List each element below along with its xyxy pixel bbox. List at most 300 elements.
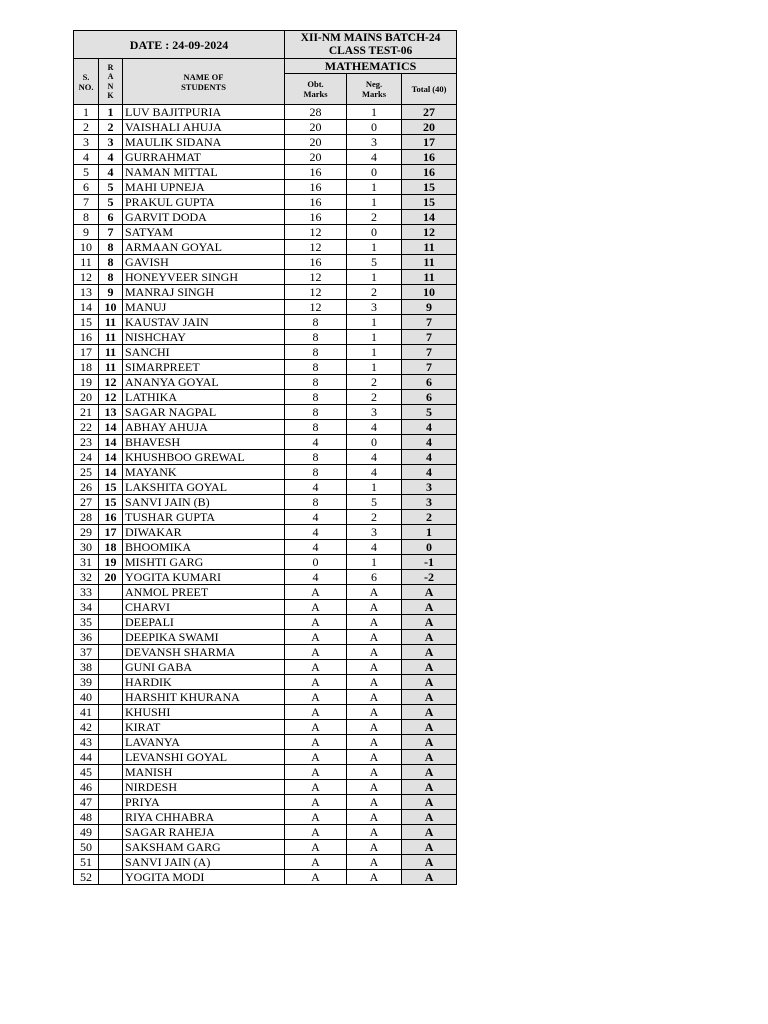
student-name-cell: MAHI UPNEJA <box>123 180 285 195</box>
rank-cell: 20 <box>99 570 123 585</box>
negative-marks-cell: A <box>347 810 402 825</box>
rank-cell: 14 <box>99 465 123 480</box>
serial-number-cell: 47 <box>74 795 99 810</box>
rank-cell: 19 <box>99 555 123 570</box>
negative-marks-cell: 1 <box>347 180 402 195</box>
serial-number-cell: 45 <box>74 765 99 780</box>
table-row <box>74 555 457 570</box>
negative-marks-cell: 3 <box>347 525 402 540</box>
negative-marks-cell: 0 <box>347 435 402 450</box>
student-name-cell: RIYA CHHABRA <box>123 810 285 825</box>
negative-marks-cell: 1 <box>347 345 402 360</box>
serial-number-cell: 33 <box>74 585 99 600</box>
table-row <box>74 300 457 315</box>
serial-number-cell: 32 <box>74 570 99 585</box>
table-row <box>74 720 457 735</box>
serial-number-cell: 49 <box>74 825 99 840</box>
name-header <box>123 59 285 105</box>
table-row <box>74 150 457 165</box>
obtained-marks-cell: 4 <box>285 480 347 495</box>
student-name-cell: KIRAT <box>123 720 285 735</box>
serial-number-cell: 52 <box>74 870 99 885</box>
table-row <box>74 510 457 525</box>
obtained-marks-cell: 20 <box>285 135 347 150</box>
rank-cell: 12 <box>99 375 123 390</box>
negative-marks-cell: A <box>347 720 402 735</box>
total-marks-cell: A <box>402 750 457 765</box>
student-name-cell: MANISH <box>123 765 285 780</box>
serial-number-cell: 20 <box>74 390 99 405</box>
rank-cell: 14 <box>99 435 123 450</box>
name-header-line1: NAME OF <box>183 71 224 82</box>
negative-marks-cell: 0 <box>347 165 402 180</box>
serial-number-cell: 12 <box>74 270 99 285</box>
total-marks-cell: A <box>402 780 457 795</box>
total-marks-cell: A <box>402 645 457 660</box>
obtained-marks-cell: A <box>285 720 347 735</box>
student-name-cell: HONEYVEER SINGH <box>123 270 285 285</box>
table-row <box>74 540 457 555</box>
total-marks-cell: A <box>402 660 457 675</box>
serial-number-cell: 4 <box>74 150 99 165</box>
student-name-cell: TUSHAR GUPTA <box>123 510 285 525</box>
table-row <box>74 225 457 240</box>
student-name-cell: NIRDESH <box>123 780 285 795</box>
serial-number-cell: 11 <box>74 255 99 270</box>
obtained-marks-cell: A <box>285 675 347 690</box>
total-marks-cell: A <box>402 705 457 720</box>
total-marks-cell: 6 <box>402 390 457 405</box>
rank-cell <box>99 810 123 825</box>
obtained-marks-cell: A <box>285 585 347 600</box>
negative-marks-cell: 1 <box>347 105 402 120</box>
total-marks-cell: 4 <box>402 465 457 480</box>
negative-marks-cell: A <box>347 855 402 870</box>
student-name-cell: SANVI JAIN (B) <box>123 495 285 510</box>
serial-number-cell: 24 <box>74 450 99 465</box>
rank-header-letter: A <box>107 72 114 82</box>
table-row <box>74 810 457 825</box>
rank-cell <box>99 855 123 870</box>
student-name-cell: ANANYA GOYAL <box>123 375 285 390</box>
negative-marks-cell: A <box>347 690 402 705</box>
obtained-marks-cell: 8 <box>285 330 347 345</box>
rank-cell <box>99 675 123 690</box>
rank-cell: 3 <box>99 135 123 150</box>
total-marks-cell: 12 <box>402 225 457 240</box>
student-name-cell: SAGAR RAHEJA <box>123 825 285 840</box>
table-row <box>74 750 457 765</box>
student-name-cell: HARDIK <box>123 675 285 690</box>
rank-cell: 14 <box>99 420 123 435</box>
rank-cell: 15 <box>99 480 123 495</box>
sno-header-line1: S. <box>82 71 90 82</box>
student-name-cell: DEVANSH SHARMA <box>123 645 285 660</box>
batch-title-line1: XII-NM MAINS BATCH-24 <box>300 31 441 44</box>
rank-cell <box>99 690 123 705</box>
obtained-marks-cell: 8 <box>285 345 347 360</box>
total-marks-cell: A <box>402 765 457 780</box>
rank-cell: 8 <box>99 270 123 285</box>
table-row <box>74 390 457 405</box>
negative-marks-cell: 1 <box>347 480 402 495</box>
total-marks-cell: 16 <box>402 150 457 165</box>
obtained-marks-cell: 12 <box>285 285 347 300</box>
total-marks-cell: 5 <box>402 405 457 420</box>
rank-header-letter: K <box>107 90 114 100</box>
rank-cell: 7 <box>99 225 123 240</box>
serial-number-cell: 51 <box>74 855 99 870</box>
total-header: Total (40) <box>402 74 457 105</box>
obt-header-line2: Marks <box>303 89 328 99</box>
negative-marks-cell: A <box>347 870 402 885</box>
table-row <box>74 735 457 750</box>
total-marks-cell: A <box>402 690 457 705</box>
negative-marks-cell: 4 <box>347 150 402 165</box>
serial-number-cell: 43 <box>74 735 99 750</box>
total-marks-cell: A <box>402 675 457 690</box>
total-marks-cell: 3 <box>402 480 457 495</box>
rank-cell: 2 <box>99 120 123 135</box>
table-row <box>74 765 457 780</box>
obtained-marks-cell: 20 <box>285 150 347 165</box>
obtained-marks-cell: A <box>285 600 347 615</box>
total-marks-cell: A <box>402 870 457 885</box>
total-marks-cell: 7 <box>402 315 457 330</box>
negative-marks-cell: A <box>347 585 402 600</box>
obtained-marks-cell: 8 <box>285 360 347 375</box>
student-name-cell: VAISHALI AHUJA <box>123 120 285 135</box>
negative-marks-cell: 1 <box>347 330 402 345</box>
rank-cell <box>99 825 123 840</box>
table-row <box>74 870 457 885</box>
serial-number-cell: 44 <box>74 750 99 765</box>
rank-cell: 13 <box>99 405 123 420</box>
student-name-cell: MISHTI GARG <box>123 555 285 570</box>
table-row <box>74 705 457 720</box>
student-name-cell: LUV BAJITPURIA <box>123 105 285 120</box>
obtained-marks-cell: 4 <box>285 435 347 450</box>
negative-marks-cell: A <box>347 765 402 780</box>
total-marks-cell: 4 <box>402 420 457 435</box>
student-name-cell: MAYANK <box>123 465 285 480</box>
serial-number-cell: 34 <box>74 600 99 615</box>
student-name-cell: MAULIK SIDANA <box>123 135 285 150</box>
serial-number-cell: 1 <box>74 105 99 120</box>
negative-marks-cell: 3 <box>347 135 402 150</box>
obtained-marks-cell: A <box>285 870 347 885</box>
serial-number-cell: 19 <box>74 375 99 390</box>
obtained-marks-cell: 4 <box>285 510 347 525</box>
table-row <box>74 570 457 585</box>
obtained-marks-cell: 16 <box>285 255 347 270</box>
total-marks-cell: -2 <box>402 570 457 585</box>
negative-marks-cell: 3 <box>347 300 402 315</box>
obtained-marks-cell: 12 <box>285 270 347 285</box>
table-row <box>74 465 457 480</box>
student-name-cell: SAGAR NAGPAL <box>123 405 285 420</box>
total-marks-cell: A <box>402 630 457 645</box>
serial-number-cell: 7 <box>74 195 99 210</box>
total-marks-cell: 11 <box>402 255 457 270</box>
rank-cell: 11 <box>99 315 123 330</box>
student-name-cell: SAKSHAM GARG <box>123 840 285 855</box>
serial-number-cell: 30 <box>74 540 99 555</box>
table-row <box>74 405 457 420</box>
obtained-marks-cell: A <box>285 780 347 795</box>
table-row <box>74 480 457 495</box>
rank-cell: 14 <box>99 450 123 465</box>
table-row <box>74 675 457 690</box>
table-row <box>74 315 457 330</box>
table-row <box>74 240 457 255</box>
obtained-marks-cell: A <box>285 765 347 780</box>
table-row <box>74 645 457 660</box>
student-name-cell: YOGITA MODI <box>123 870 285 885</box>
total-marks-cell: A <box>402 855 457 870</box>
negative-marks-cell: 2 <box>347 210 402 225</box>
date-label: DATE : 24-09-2024 <box>74 31 285 59</box>
student-name-cell: SANVI JAIN (A) <box>123 855 285 870</box>
total-marks-cell: A <box>402 615 457 630</box>
serial-number-cell: 41 <box>74 705 99 720</box>
obtained-marks-cell: A <box>285 615 347 630</box>
rank-cell: 1 <box>99 105 123 120</box>
obtained-marks-cell: A <box>285 690 347 705</box>
table-row <box>74 690 457 705</box>
table-row <box>74 585 457 600</box>
rank-cell: 18 <box>99 540 123 555</box>
student-name-cell: HARSHIT KHURANA <box>123 690 285 705</box>
obtained-marks-cell: 16 <box>285 195 347 210</box>
obtained-marks-cell: 12 <box>285 225 347 240</box>
serial-number-cell: 13 <box>74 285 99 300</box>
student-name-cell: SATYAM <box>123 225 285 240</box>
student-name-cell: BHAVESH <box>123 435 285 450</box>
negative-marks-cell: A <box>347 660 402 675</box>
negative-marks-cell: 6 <box>347 570 402 585</box>
negative-marks-cell: 4 <box>347 540 402 555</box>
total-marks-cell: 1 <box>402 525 457 540</box>
total-marks-cell: 2 <box>402 510 457 525</box>
negative-marks-cell: A <box>347 630 402 645</box>
rank-cell <box>99 840 123 855</box>
student-name-cell: CHARVI <box>123 600 285 615</box>
sno-header-line2: NO. <box>78 81 94 92</box>
serial-number-cell: 6 <box>74 180 99 195</box>
student-name-cell: LATHIKA <box>123 390 285 405</box>
obtained-marks-cell: A <box>285 840 347 855</box>
student-name-cell: GARVIT DODA <box>123 210 285 225</box>
total-marks-cell: 15 <box>402 180 457 195</box>
rank-cell <box>99 870 123 885</box>
student-name-cell: ABHAY AHUJA <box>123 420 285 435</box>
negative-marks-cell: 4 <box>347 420 402 435</box>
table-row <box>74 120 457 135</box>
negative-marks-cell: 1 <box>347 240 402 255</box>
negative-marks-cell: 1 <box>347 270 402 285</box>
rank-cell <box>99 720 123 735</box>
obtained-marks-cell: A <box>285 630 347 645</box>
rank-cell <box>99 615 123 630</box>
obtained-marks-cell: 16 <box>285 210 347 225</box>
total-marks-cell: A <box>402 600 457 615</box>
negative-marks-cell: 1 <box>347 195 402 210</box>
negative-marks-cell: A <box>347 750 402 765</box>
rank-cell: 5 <box>99 180 123 195</box>
table-row <box>74 855 457 870</box>
rank-cell: 15 <box>99 495 123 510</box>
student-name-cell: NISHCHAY <box>123 330 285 345</box>
serial-number-cell: 46 <box>74 780 99 795</box>
rank-cell: 17 <box>99 525 123 540</box>
total-marks-cell: A <box>402 795 457 810</box>
table-row <box>74 285 457 300</box>
obtained-marks-cell: 8 <box>285 450 347 465</box>
table-row <box>74 600 457 615</box>
negative-marks-cell: A <box>347 735 402 750</box>
obtained-marks-cell: 12 <box>285 300 347 315</box>
rank-cell: 6 <box>99 210 123 225</box>
obtained-marks-cell: A <box>285 825 347 840</box>
table-row <box>74 255 457 270</box>
total-marks-cell: 6 <box>402 375 457 390</box>
serial-number-cell: 26 <box>74 480 99 495</box>
rank-cell: 4 <box>99 165 123 180</box>
total-marks-cell: -1 <box>402 555 457 570</box>
serial-number-cell: 27 <box>74 495 99 510</box>
student-name-cell: KHUSHI <box>123 705 285 720</box>
total-marks-cell: 15 <box>402 195 457 210</box>
obtained-marks-cell: 8 <box>285 405 347 420</box>
batch-title <box>285 31 457 59</box>
serial-number-cell: 42 <box>74 720 99 735</box>
obtained-marks-cell: 16 <box>285 165 347 180</box>
negative-marks-cell: 1 <box>347 360 402 375</box>
obtained-marks-cell: 8 <box>285 420 347 435</box>
serial-number-cell: 25 <box>74 465 99 480</box>
table-row <box>74 435 457 450</box>
obtained-marks-cell: 28 <box>285 105 347 120</box>
negative-marks-cell: A <box>347 645 402 660</box>
obtained-marks-cell: A <box>285 660 347 675</box>
negative-marks-cell: A <box>347 825 402 840</box>
negative-marks-cell: 1 <box>347 555 402 570</box>
negative-marks-cell: 4 <box>347 465 402 480</box>
negative-marks-cell: 1 <box>347 315 402 330</box>
table-row <box>74 165 457 180</box>
rank-cell: 11 <box>99 360 123 375</box>
rank-cell: 10 <box>99 300 123 315</box>
rank-cell: 12 <box>99 390 123 405</box>
student-name-cell: PRIYA <box>123 795 285 810</box>
serial-number-cell: 38 <box>74 660 99 675</box>
student-name-cell: GURRAHMAT <box>123 150 285 165</box>
table-row <box>74 180 457 195</box>
student-name-cell: SANCHI <box>123 345 285 360</box>
table-row <box>74 210 457 225</box>
serial-number-cell: 14 <box>74 300 99 315</box>
student-name-cell: LAKSHITA GOYAL <box>123 480 285 495</box>
serial-number-cell: 36 <box>74 630 99 645</box>
obtained-marks-cell: 8 <box>285 390 347 405</box>
rank-cell: 11 <box>99 345 123 360</box>
total-marks-cell: 11 <box>402 240 457 255</box>
table-row <box>74 825 457 840</box>
serial-number-cell: 2 <box>74 120 99 135</box>
serial-number-cell: 22 <box>74 420 99 435</box>
total-marks-cell: 7 <box>402 360 457 375</box>
total-marks-cell: 9 <box>402 300 457 315</box>
table-row <box>74 360 457 375</box>
serial-number-cell: 5 <box>74 165 99 180</box>
rank-cell <box>99 795 123 810</box>
student-name-cell: ANMOL PREET <box>123 585 285 600</box>
result-table <box>73 30 457 885</box>
negative-marks-cell: A <box>347 615 402 630</box>
obtained-marks-cell: A <box>285 810 347 825</box>
table-row <box>74 195 457 210</box>
obtained-marks-cell: A <box>285 855 347 870</box>
student-name-cell: BHOOMIKA <box>123 540 285 555</box>
obtained-marks-cell: A <box>285 795 347 810</box>
total-marks-cell: 4 <box>402 435 457 450</box>
total-marks-cell: A <box>402 840 457 855</box>
serial-number-cell: 39 <box>74 675 99 690</box>
negative-marks-cell: 4 <box>347 450 402 465</box>
total-marks-cell: A <box>402 720 457 735</box>
table-row <box>74 345 457 360</box>
table-row <box>74 135 457 150</box>
total-marks-cell: 7 <box>402 330 457 345</box>
student-name-cell: DEEPALI <box>123 615 285 630</box>
negative-marks-cell: 0 <box>347 225 402 240</box>
rank-cell <box>99 705 123 720</box>
obt-header-line1: Obt. <box>307 79 324 89</box>
rank-cell <box>99 645 123 660</box>
obtained-marks-cell: A <box>285 735 347 750</box>
serial-number-cell: 28 <box>74 510 99 525</box>
total-marks-cell: 27 <box>402 105 457 120</box>
rank-cell <box>99 600 123 615</box>
obtained-marks-cell: 12 <box>285 240 347 255</box>
total-marks-cell: A <box>402 810 457 825</box>
serial-number-cell: 40 <box>74 690 99 705</box>
obtained-marks-cell: 4 <box>285 570 347 585</box>
total-marks-cell: 20 <box>402 120 457 135</box>
obtained-marks-cell: 8 <box>285 375 347 390</box>
table-row <box>74 330 457 345</box>
obtained-marks-cell: 8 <box>285 315 347 330</box>
rank-cell: 8 <box>99 240 123 255</box>
table-row <box>74 615 457 630</box>
total-marks-cell: 10 <box>402 285 457 300</box>
serial-number-cell: 8 <box>74 210 99 225</box>
rank-cell <box>99 765 123 780</box>
rank-cell <box>99 780 123 795</box>
rank-cell: 11 <box>99 330 123 345</box>
negative-marks-cell: 0 <box>347 120 402 135</box>
rank-cell: 4 <box>99 150 123 165</box>
serial-number-cell: 17 <box>74 345 99 360</box>
negative-marks-cell: 5 <box>347 495 402 510</box>
obtained-marks-cell: 8 <box>285 465 347 480</box>
serial-number-cell: 10 <box>74 240 99 255</box>
obtained-marks-cell: A <box>285 705 347 720</box>
negative-marks-cell: 5 <box>347 255 402 270</box>
student-name-cell: LAVANYA <box>123 735 285 750</box>
negative-marks-cell: 3 <box>347 405 402 420</box>
